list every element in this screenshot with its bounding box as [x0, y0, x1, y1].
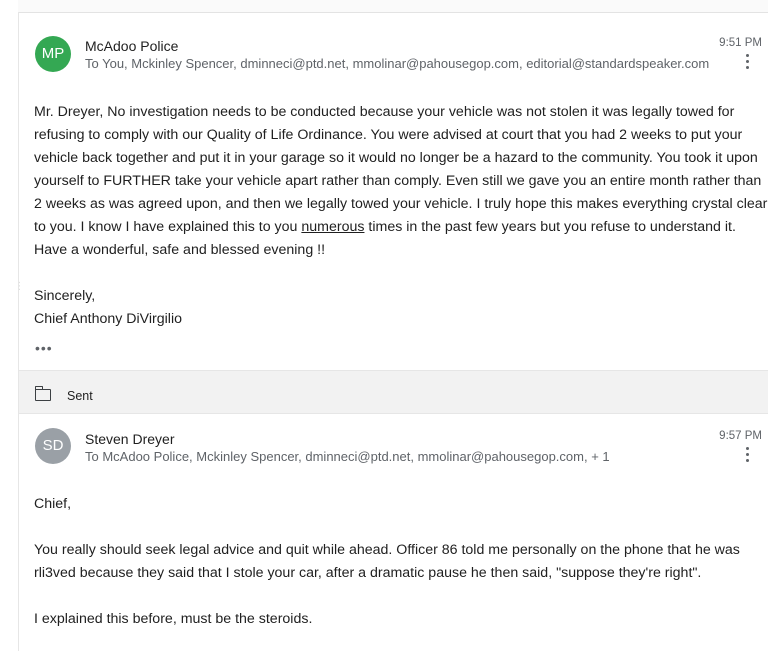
show-trimmed-content-button[interactable]: •••: [35, 340, 53, 356]
folder-icon: [35, 389, 51, 401]
email-message: [19, 412, 768, 663]
email-thread: [18, 12, 768, 651]
recipients-line[interactable]: To You, Mckinley Spencer, dminneci@ptd.net, mmolinar@pahousegop.com, editorial@standardspeaker.com: [85, 56, 710, 71]
underlined-word: numerous: [301, 219, 365, 235]
signature-text: Chief Anthony DiVirgilio: [34, 311, 182, 327]
message-body: [34, 101, 768, 331]
sent-label: Sent: [67, 389, 93, 403]
message-time: 9:57 PM: [719, 430, 762, 442]
more-vert-icon[interactable]: [746, 54, 750, 70]
closing-text: Sincerely,: [34, 288, 96, 304]
avatar[interactable]: SD: [35, 428, 71, 464]
sender-name[interactable]: McAdoo Police: [85, 38, 179, 54]
sent-folder-bar[interactable]: [19, 370, 768, 414]
drag-handle-icon[interactable]: ⋮: [14, 281, 24, 292]
email-message: [19, 12, 768, 370]
greeting-text: Chief,: [34, 496, 72, 512]
avatar[interactable]: MP: [35, 36, 71, 72]
body-paragraph: You really should seek legal advice and quit while ahead. Officer 86 told me personally on the phone that he was rli3ved because they said that I stole your car, after a dramatic pause he then said, "suppose they're right".: [34, 542, 740, 581]
message-body: [34, 493, 768, 631]
recipients-line[interactable]: To McAdoo Police, Mckinley Spencer, dminneci@ptd.net, mmolinar@pahousegop.com, + 1: [85, 449, 610, 464]
message-time: 9:51 PM: [719, 37, 762, 49]
body-paragraph: Mr. Dreyer, No investigation needs to be conducted because your vehicle was not stolen it was legally towed for refusing to comply with our Quality of Life Ordinance. You were advised at court that you had 2 weeks to put your vehicle back together and put it in your garage so it would no longer be a hazard to the community. You took it upon yourself to FURTHER take your vehicle apart rather than comply. Even still we gave you an entire month rather than 2 weeks as was agreed upon, and then we legally towed your vehicle. I truly hope this makes everything crystal clear to you. I know I have explained this to you numerous times in the past few years but you refuse to understand it. Have a wonderful, safe and blessed evening !!: [34, 104, 768, 258]
more-vert-icon[interactable]: [746, 447, 750, 463]
body-paragraph: I explained this before, must be the steroids.: [34, 611, 313, 627]
sender-name[interactable]: Steven Dreyer: [85, 431, 175, 447]
